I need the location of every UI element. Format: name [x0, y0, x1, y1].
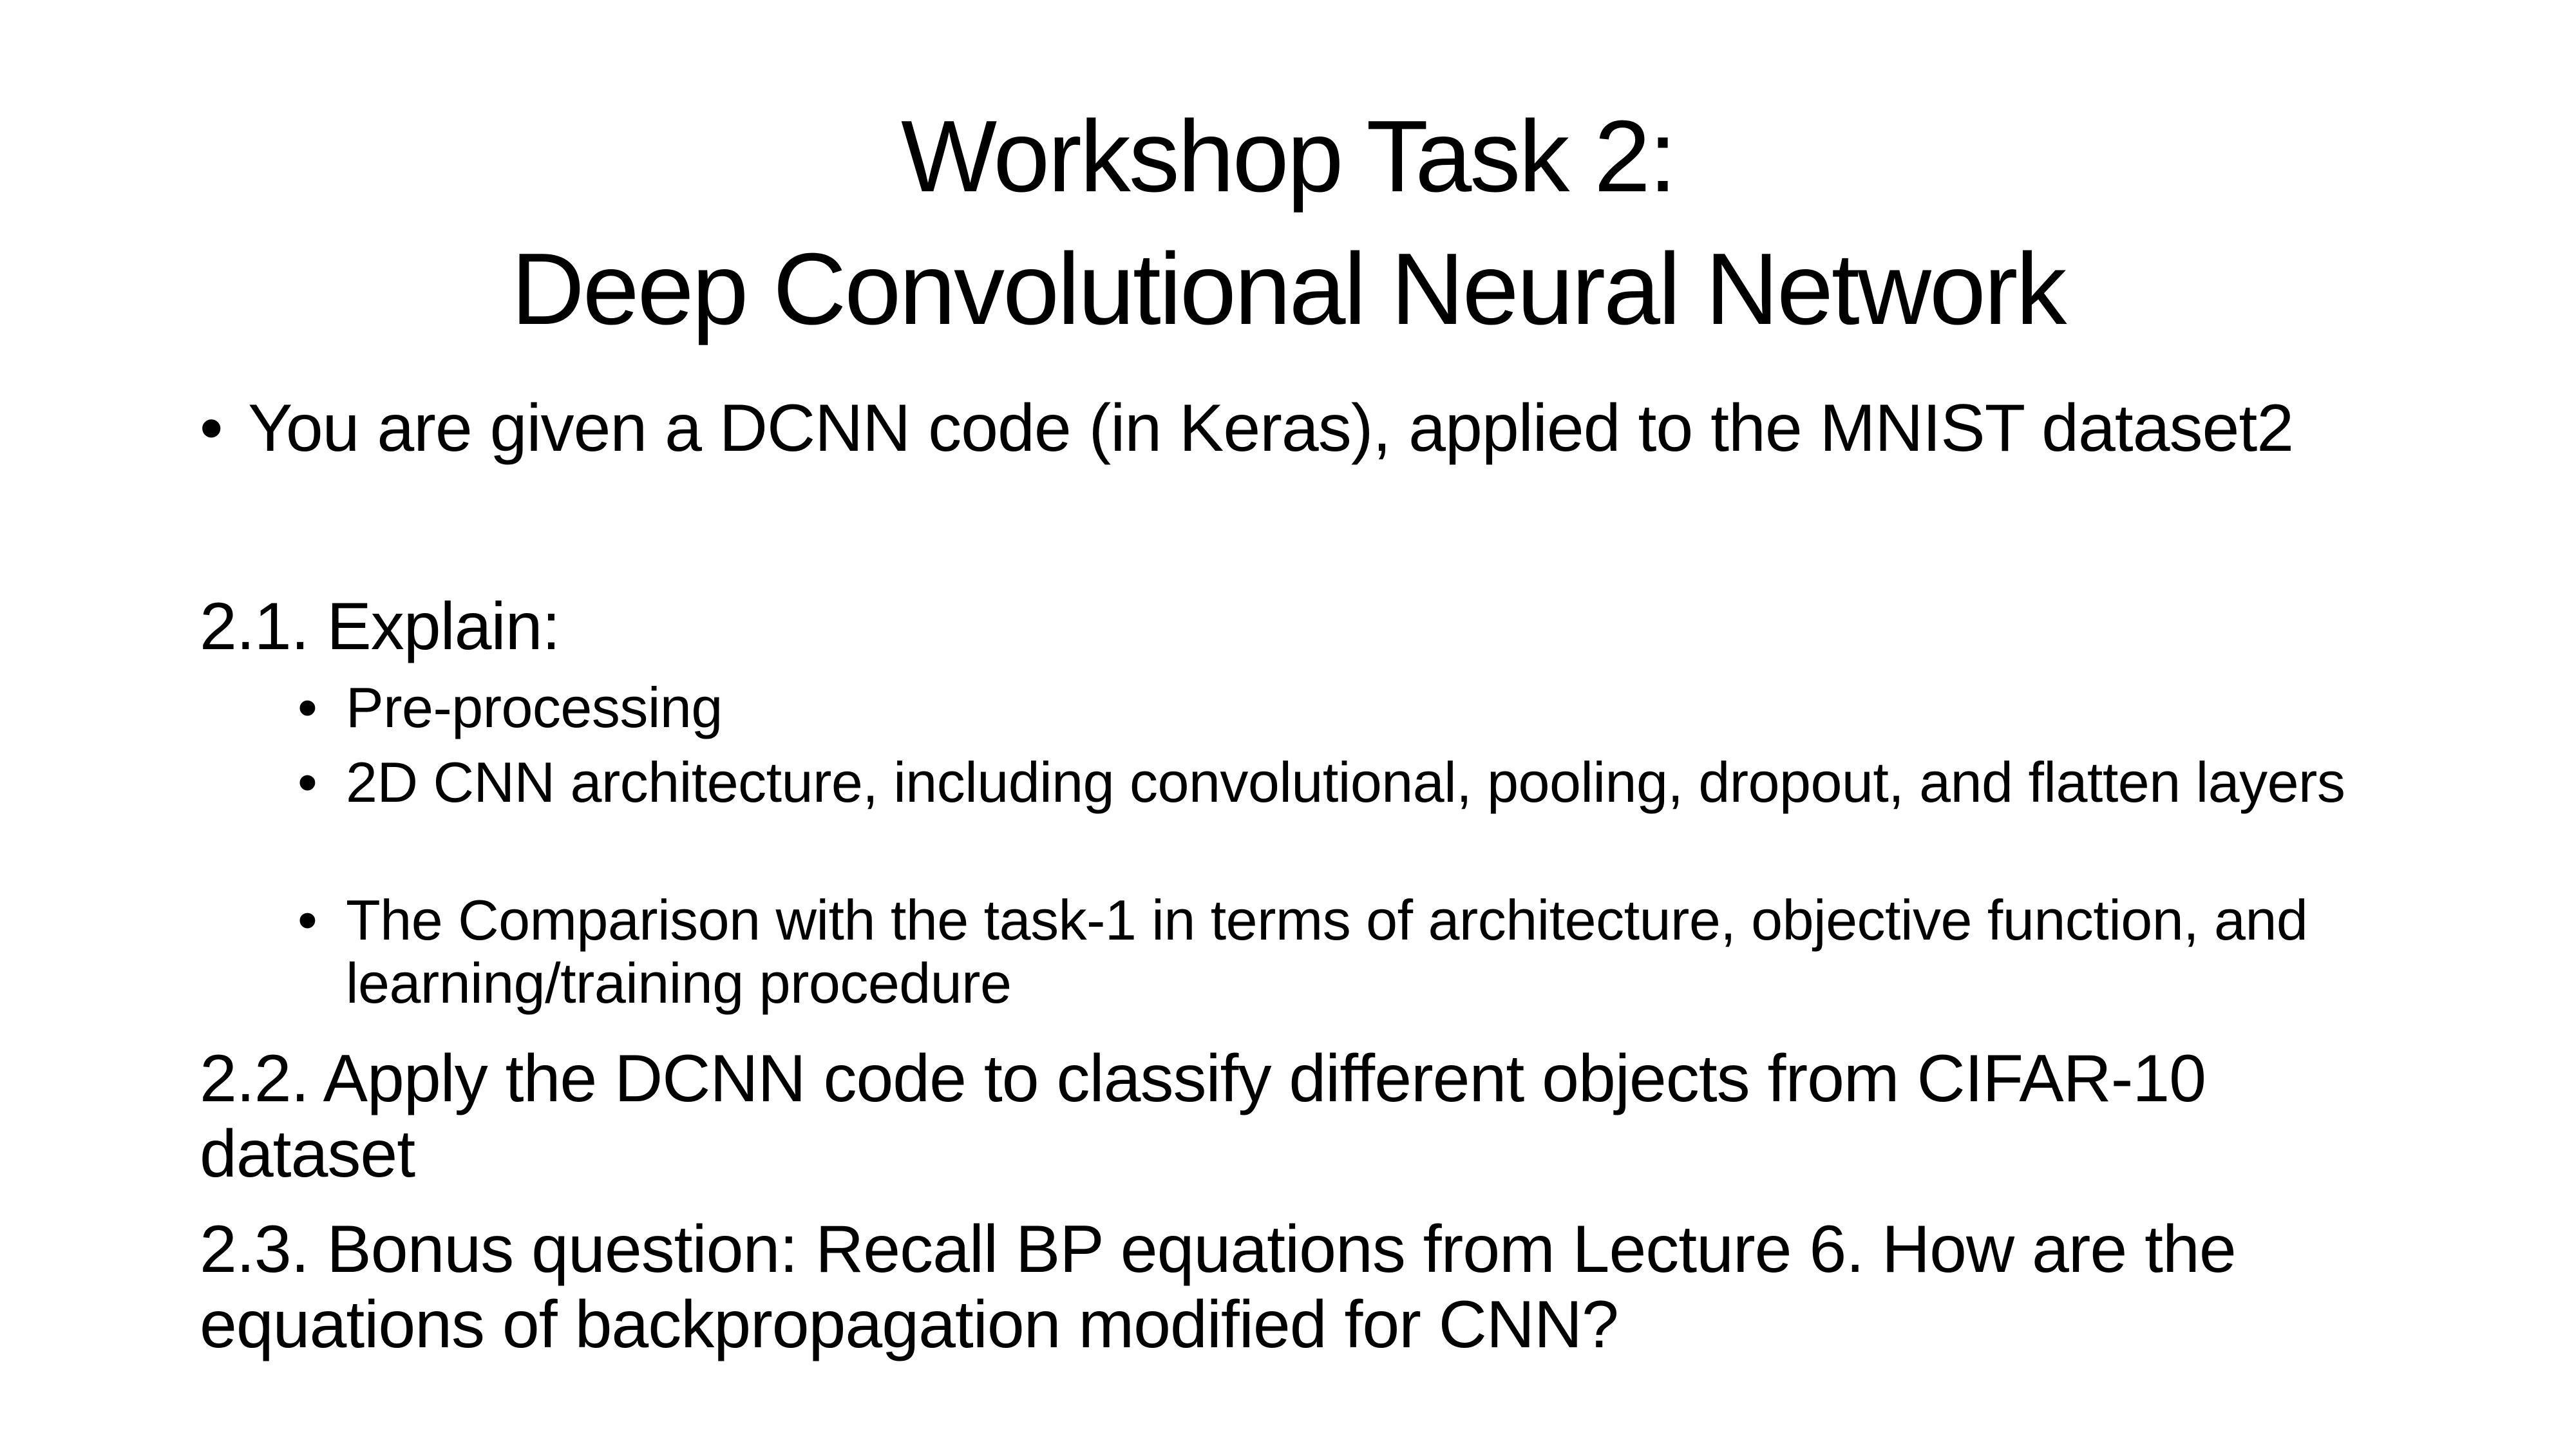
sub-bullet-text: The Comparison with the task-1 in terms of architecture, objective function, and learning/training procedure	[346, 888, 2308, 1015]
section-2-2: 2.2. Apply the DCNN code to classify different objects from CIFAR-10 dataset	[200, 1041, 2206, 1191]
sub-bullet-text: 2D CNN architecture, including convolutional, pooling, dropout, and flatten layers	[346, 750, 2345, 814]
sub-bullet-text: Pre-processing	[346, 676, 723, 739]
bullet-icon: •	[298, 888, 317, 952]
title-line-2: Deep Convolutional Neural Network	[511, 232, 2065, 346]
title-line-1: Workshop Task 2:	[901, 100, 1675, 213]
intro-bullet	[200, 386, 2454, 470]
bullet-icon: •	[298, 676, 317, 739]
bullet-icon: •	[298, 750, 317, 814]
slide-title	[129, 90, 2447, 355]
intro-bullet-text: You are given a DCNN code (in Keras), applied to the MNIST dataset2	[248, 391, 2294, 466]
section-2-1-heading: 2.1. Explain:	[200, 589, 560, 664]
sub-bullet-comparison	[298, 889, 2436, 1015]
sub-bullet-architecture	[298, 751, 2436, 814]
section-2-3: 2.3. Bonus question: Recall BP equations from Lecture 6. How are the equations of backpropagation modified for CNN?	[200, 1212, 2236, 1362]
bullet-icon: •	[200, 391, 223, 466]
sub-bullet-preprocessing	[298, 676, 2436, 739]
